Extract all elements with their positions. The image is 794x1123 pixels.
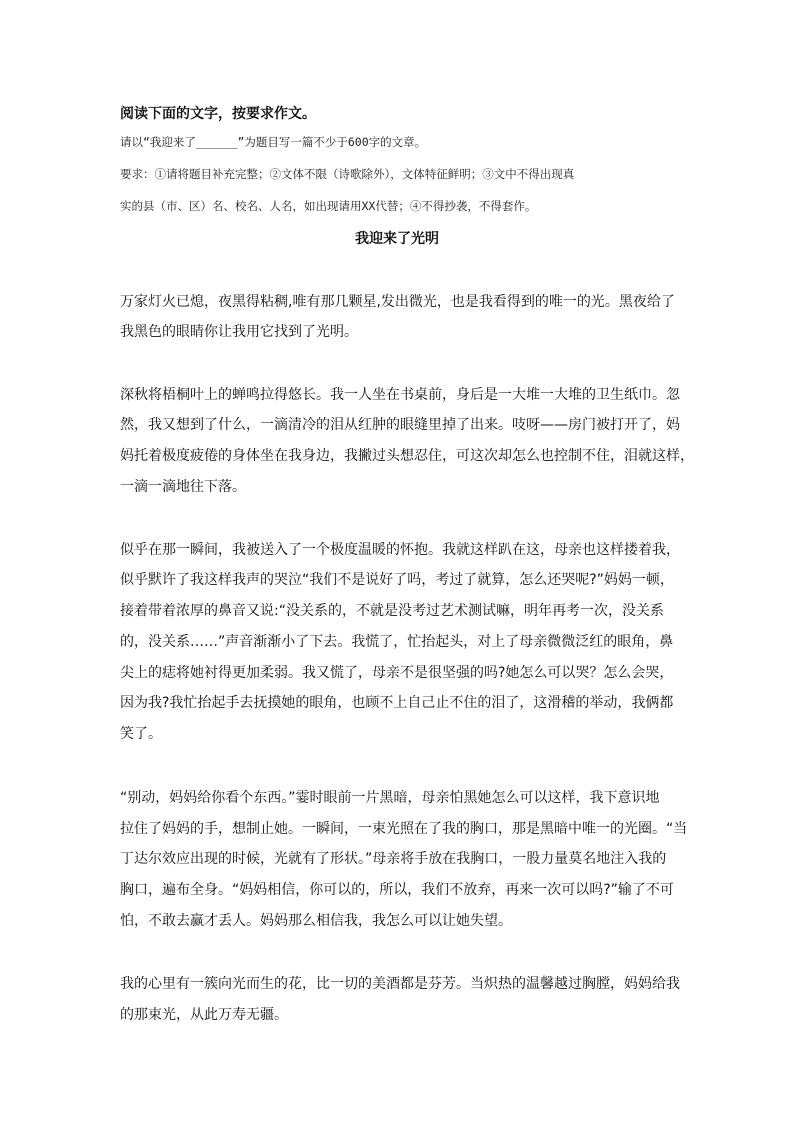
paragraph-line: 然，我又想到了什么，一滴清冷的泪从红肿的眼缝里掉了出来。吱呀——房门被打开了，妈 bbox=[120, 417, 680, 433]
paragraph-line: 的，没关系……”声音渐渐小了下去。我慌了，忙抬起头，对上了母亲微微泛红的眼角，鼻 bbox=[120, 634, 674, 650]
paragraph-line: 深秋将梧桐叶上的蝉鸣拉得悠长。我一人坐在书桌前，身后是一大堆一大堆的卫生纸巾。忽 bbox=[120, 387, 680, 403]
paragraph-line: 万家灯火已熄，夜黑得粘稠,唯有那几颗星,发出微光，也是我看得到的唯一的光。黑夜给了 bbox=[120, 294, 675, 310]
paragraph-line: 一滴一滴地往下落。 bbox=[120, 479, 246, 495]
prompt-heading: 阅读下面的文字，按要求作文。 bbox=[120, 106, 316, 122]
paragraph-line: 拉住了妈妈的手，想制止她。一瞬间，一束光照在了我的胸口，那是黑暗中唯一的光圈。“当 bbox=[120, 821, 688, 837]
prompt-requirement-line: 要求：①请将题目补充完整；②文体不限（诗歌除外），文体特征鲜明；③文中不得出现真 bbox=[120, 167, 575, 181]
paragraph-line: 丁达尔效应出现的时候，光就有了形状。”母亲将手放在我胸口，一股力量莫名地注入我的 bbox=[120, 851, 667, 867]
paragraph-line: 我的心里有一簇向光而生的花，比一切的美酒都是芬芳。当炽热的温馨越过胸膛，妈妈给我 bbox=[120, 976, 680, 992]
paragraph-line: 妈托着极度疲倦的身体坐在我身边，我撇过头想忍住，可这次却怎么也控制不住，泪就这样， bbox=[120, 448, 694, 464]
paragraph-line: “别动，妈妈给你看个东西。”霎时眼前一片黑暗，母亲怕黑她怎么可以这样，我下意识地 bbox=[120, 790, 660, 806]
paragraph-line: 似乎默许了我这样我声的哭泣“我们不是说好了吗，考过了就算，怎么还哭呢?”妈妈一顿， bbox=[120, 572, 674, 588]
paragraph-line: 胸口，遍布全身。“妈妈相信，你可以的，所以，我们不放弃，再来一次可以吗?”输了不可 bbox=[120, 882, 674, 898]
prompt-instruction: 请以“我迎来了______”为题目写一篇不少于600字的文章。 bbox=[120, 135, 427, 149]
paragraph-line: 我黑色的眼睛你让我用它找到了光明。 bbox=[120, 324, 358, 340]
essay-title: 我迎来了光明 bbox=[355, 231, 439, 247]
paragraph-line: 接着带着浓厚的鼻音又说:“没关系的，不就是没考过艺术测试嘛，明年再考一次，没关系 bbox=[120, 603, 664, 619]
prompt-requirement-line: 实的县（市、区）名、校名、人名，如出现请用XX代替；④不得抄袭，不得套作。 bbox=[120, 199, 537, 213]
paragraph-line: 的那束光，从此万寿无疆。 bbox=[120, 1007, 288, 1023]
paragraph-line: 尖上的痣将她衬得更加柔弱。我又慌了，母亲不是很坚强的吗?她怎么可以哭？怎么会哭， bbox=[120, 665, 674, 681]
paragraph-line: 怕，不敢去赢才丢人。妈妈那么相信我，我怎么可以让她失望。 bbox=[120, 913, 512, 929]
paragraph-line: 笑了。 bbox=[120, 726, 162, 742]
paragraph-line: 似乎在那一瞬间，我被送入了一个极度温暖的怀抱。我就这样趴在这，母亲也这样搂着我， bbox=[120, 542, 680, 558]
paragraph-line: 因为我?我忙抬起手去抚摸她的眼角，也顾不上自己止不住的泪了，这滑稽的举动，我俩都 bbox=[120, 695, 674, 711]
